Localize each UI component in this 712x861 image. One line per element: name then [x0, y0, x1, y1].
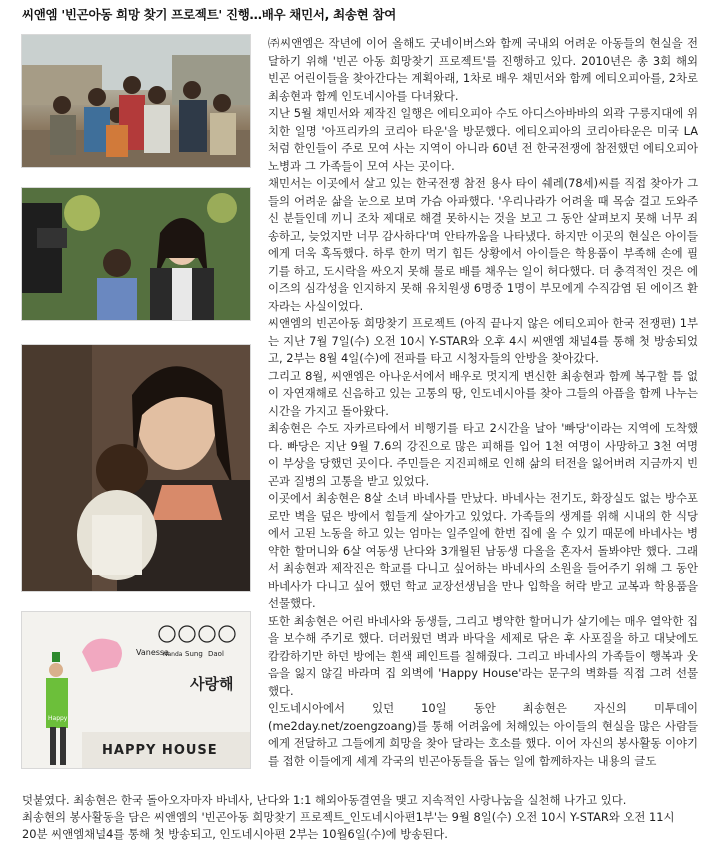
photo-ethiopian-children — [22, 35, 250, 167]
photo-woman-holding-baby — [22, 345, 250, 591]
paragraph-broadcast-indonesia: 최송현의 봉사활동을 담은 씨앤엠의 '빈곤아동 희망찾기 프로젝트_인도네시아편1부'는 9월 8일(수) 오전 10시 Y-STAR와 오전 11시 — [22, 810, 675, 824]
mural-name-nanda: Nanda — [163, 651, 183, 658]
mural-name-vanessa: Vanessa — [136, 648, 169, 657]
article-body — [268, 35, 698, 770]
paragraph-continuation: 덧붙였다. 최송현은 한국 돌아오자마자 바네사, 난다와 1:1 해외아동결연을 맺고 지속적인 사랑나눔을 실천해 나가고 있다. — [22, 793, 627, 807]
photo-actress-with-child — [22, 188, 250, 320]
mural-message: 사랑해 — [190, 675, 234, 693]
paragraph-padang: 최송현은 수도 자카르타에서 비행기를 타고 2시간을 날아 '빠당'이라는 지역에 도착했다. 빠당은 지난 9월 7.6의 강진으로 많은 피해를 입어 1천 여명이 사망하고 3천 여명이 부상을 당했던 곳이다. 주민들은 지진피해로 인해 삶의 터전을 잃어버려 지금까지 빈곤과 질병의 고통을 받고 있었다. — [268, 421, 698, 488]
paragraph-veteran: 채민서는 이곳에서 살고 있는 한국전쟁 참전 용사 타이 쉐레(78세)씨를 직접 찾아가 그들의 어려운 삶을 눈으로 보며 가슴 아파했다. '우리나라가 어려울 때 목숨 걸고 도와주신 분들인데 끼니 조차 제대로 해결 못하시는 것을 보고 그 동안 살펴보지 못해 너무 죄송하고, 늦었지만 너무 감사하다'며 안타까움을 나타냈다. 하지만 이곳의 현실은 아이들에게 더욱 혹독했다. 하루 한끼 먹기 힘든 상황에서 아이들은 학용품이 부족해 손에 필기를 하고, 도시락을 싸오지 못해 물로 배를 채우는 일이 허다했다. 더 충격적인 것은 에이즈의 심각성을 인지하지 못해 유치원생 6명중 1명이 부모에게 수직감염 된 에이즈 환자라는 사실이었다. — [268, 176, 698, 313]
paragraph-broadcast-ethiopia: 씨앤엠의 빈곤아동 희망찾기 프로젝트 (아직 끝나지 않은 에티오피아 한국 전쟁편) 1부는 지난 7월 7일(수) 오전 10시 Y-STAR와 오후 4시 씨앤엠 채널4를 통해 첫 방송되었고, 2부는 8월 4일(수)에 전파를 타고 시청자들의 안방을 찾아갔다. — [268, 316, 698, 365]
children-group-illustration — [22, 35, 250, 167]
woman-baby-illustration — [22, 345, 250, 591]
paragraph-indonesia: 그리고 8월, 씨앤엠은 아나운서에서 배우로 멋지게 변신한 최송현과 함께 복구할 틈 없이 자연재해로 신음하고 있는 고통의 땅, 인도네시아를 찾아 그들의 아픔을 함께 나누는 시간을 가지고 돌아왔다. — [268, 368, 698, 418]
paragraph-house-repair: 또한 최송현은 어린 바네사와 동생들, 그리고 병약한 할머니가 살기에는 매우 열악한 집을 보수해 주기로 했다. 더러웠던 벽과 바닥을 세제로 닦은 후 사포질을 하고 대낮에도 캄캄하기만 하던 방에는 흰색 페인트를 칠해줬다. 그리고 바네사의 가족들이 행복과 웃음을 잃지 않길 바라며 집 외벽에 'Happy House'라는 문구의 벽화를 직접 그려 선물했다. — [268, 613, 698, 698]
paragraph-intro: ㈜씨앤엠은 작년에 이어 올해도 굿네이버스와 함께 국내외 어려운 아동들의 현실을 전달하기 위해 '빈곤 아동 희망찾기 프로젝트'를 진행하고 있다. 2010년은 총 3회 해외 빈곤 어린이들을 찾아간다는 계획아래, 1차로 배우 채민서와 함께 에티오피아를, 2차로 최송현과 함께 인도네시아를 다녀왔다. — [268, 36, 698, 103]
paragraph-me2day: 인도네시아에서 있던 10일 동안 최송현은 자신의 미투데이(me2day.net/zoengzoang)를 통해 어려움에 처해있는 아이들의 현실을 많은 사람들에게 전달하고 그들에게 희망을 찾아 달라는 호소를 했다. 이어 자신의 봉사활동 이야기를 접한 이들에게 세계 각국의 빈곤아동들을 돕는 일에 함께하자는 내용의 글도 — [268, 701, 698, 768]
actress-child-illustration — [22, 188, 250, 320]
paragraph-vanessa: 이곳에서 최송현은 8살 소녀 바네사를 만났다. 바네사는 전기도, 화장실도 없는 방수포로만 벽을 덮은 방에서 힘들게 살아가고 있었다. 가족들의 생계를 위해 시내의 한 식당에서 고된 노동을 하고 있는 엄마는 일주일에 한번 집에 올 수 있기 때문에 바네사는 병약한 할머니와 6살 여동생 난다와 3개월된 남동생 다올을 혼자서 돌봐야만 했다. 그래서 최송현과 제작진은 학교를 다니고 싶어하는 바네사의 소원을 들어주기 위해 그 동안 바네사가 다니고 싶어 했던 학교 교장선생님을 만나 입학을 허락 받고 교복과 학용품을 선물했다. — [268, 491, 698, 610]
mural-house-sign: HAPPY HOUSE — [102, 743, 218, 758]
article-headline: 씨앤엠 '빈곤아동 희망 찾기 프로젝트' 진행…배우 채민서, 최송현 참여 — [22, 7, 397, 22]
shirt-text: Happy — [48, 715, 68, 722]
mural-name-sung: Sung — [185, 650, 203, 658]
paragraph-broadcast-indonesia-2: 20분 씨앤엠채널4를 통해 첫 방송되고, 인도네시아편 2부는 10월6일(수)에 방송된다. — [22, 827, 448, 841]
paragraph-korea-town: 지난 5월 채민서와 제작진 일행은 에티오피아 수도 아디스아바바의 외곽 구릉지대에 위치한 일명 '아프리카의 코리아 타운'을 방문했다. 에티오피아의 코리아타운은 미국 LA처럼 한인들이 주로 모여 사는 지역이 아니라 60년 전 한국전쟁에 참전했던 에티오피아 노병과 그 가족들이 모여 사는 곳이다. — [268, 106, 698, 173]
photo-happy-house-wall — [22, 612, 250, 768]
mural-name-daol: Daol — [208, 650, 224, 658]
